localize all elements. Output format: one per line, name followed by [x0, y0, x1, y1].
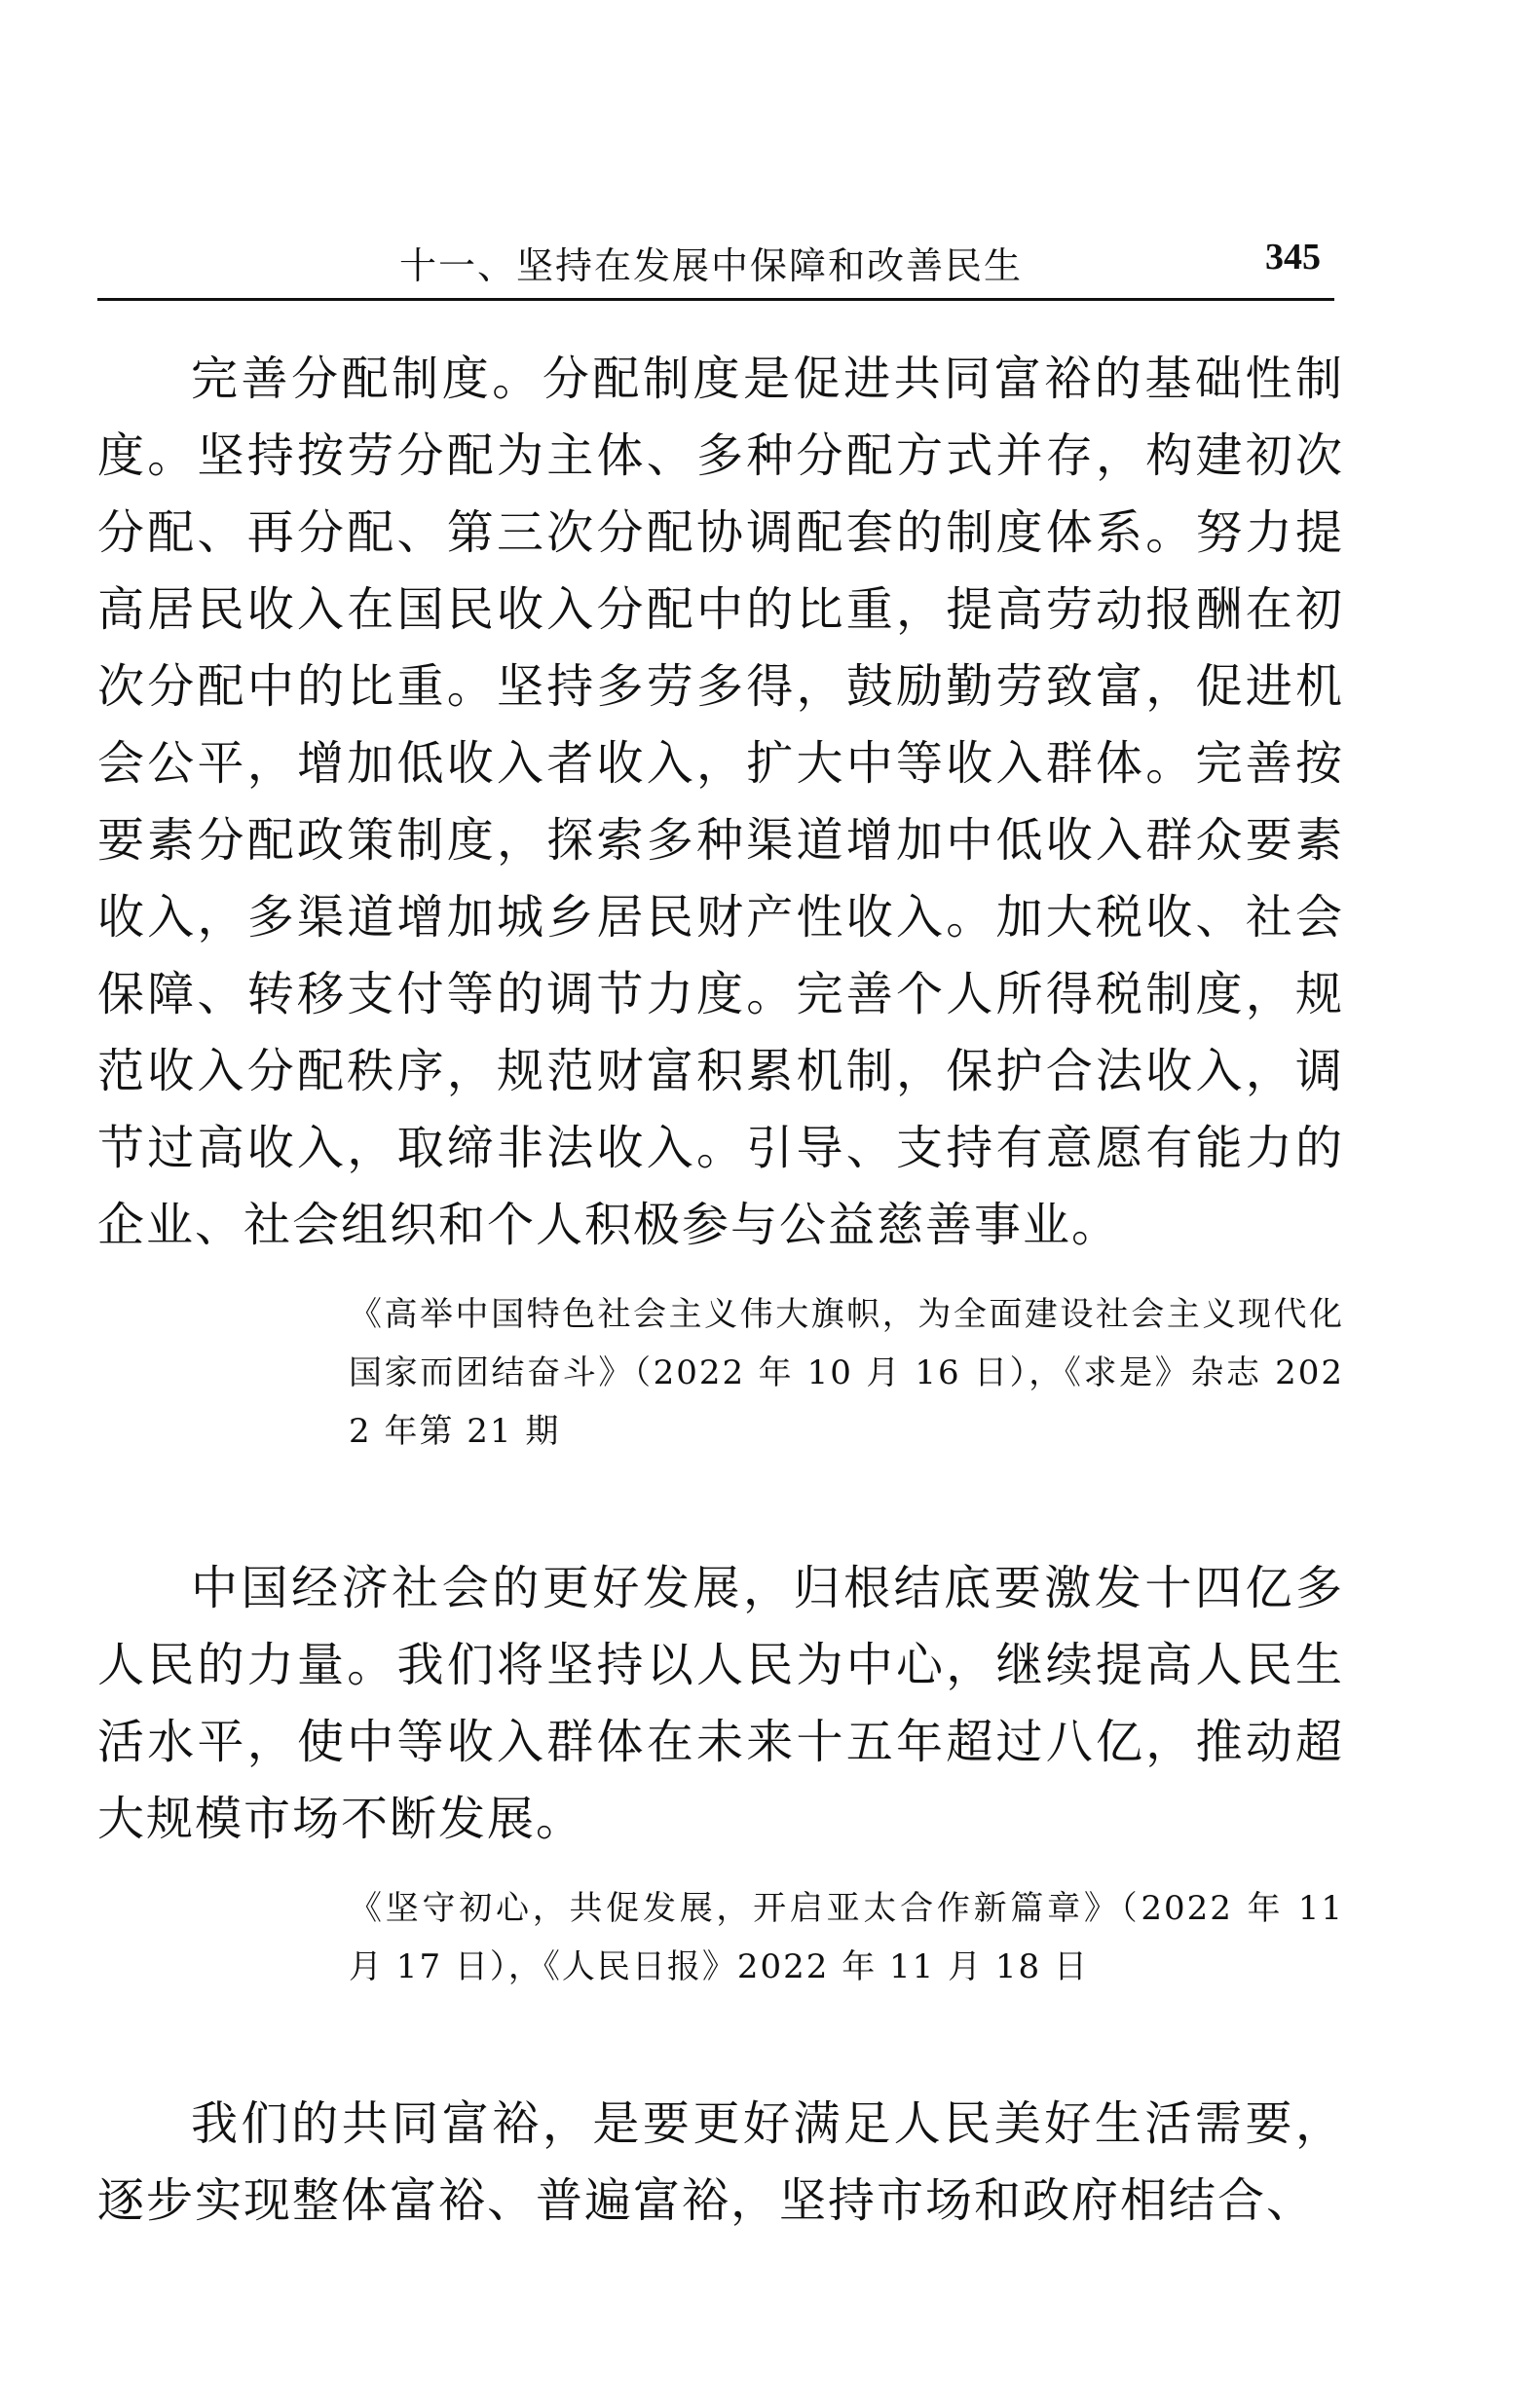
page-content [97, 341, 1344, 2240]
quote-paragraph: 中国经济社会的更好发展，归根结底要激发十四亿多人民的力量。我们将坚持以人民为中心，继续提高人民生活水平，使中等收入群体在未来十五年超过八亿，推动超大规模市场不断发展。 [97, 1561, 1344, 1846]
source-citation: 《高举中国特色社会主义伟大旗帜，为全面建设社会主义现代化国家而团结奋斗》（2022 年 10 月 16 日），《求是》杂志 2022 年第 21 期 [349, 1295, 1344, 1451]
running-header [97, 230, 1334, 301]
chapter-title: 十一、坚持在发展中保障和改善民生 [399, 244, 1024, 287]
quote-block-3 [97, 2086, 1344, 2240]
quote-block-2 [97, 1550, 1344, 1996]
page-number: 345 [1265, 237, 1321, 278]
quote-paragraph: 我们的共同富裕，是要更好满足人民美好生活需要，逐步实现整体富裕、普遍富裕，坚持市场和政府相结合、 [97, 2096, 1344, 2228]
quote-block-1 [97, 341, 1344, 1461]
source-citation: 《坚守初心，共促发展，开启亚太合作新篇章》（2022 年 11 月 17 日），《人民日报》2022 年 11 月 18 日 [349, 1889, 1344, 1986]
quote-paragraph: 完善分配制度。分配制度是促进共同富裕的基础性制度。坚持按劳分配为主体、多种分配方式并存，构建初次分配、再分配、第三次分配协调配套的制度体系。努力提高居民收入在国民收入分配中的比重，提高劳动报酬在初次分配中的比重。坚持多劳多得，鼓励勤劳致富，促进机会公平，增加低收入者收入，扩大中等收入群体。完善按要素分配政策制度，探索多种渠道增加中低收入群众要素收入，多渠道增加城乡居民财产性收入。加大税收、社会保障、转移支付等的调节力度。完善个人所得税制度，规范收入分配秩序，规范财富积累机制，保护合法收入，调节过高收入，取缔非法收入。引导、支持有意愿有能力的企业、社会组织和个人积极参与公益慈善事业。 [97, 352, 1344, 1252]
